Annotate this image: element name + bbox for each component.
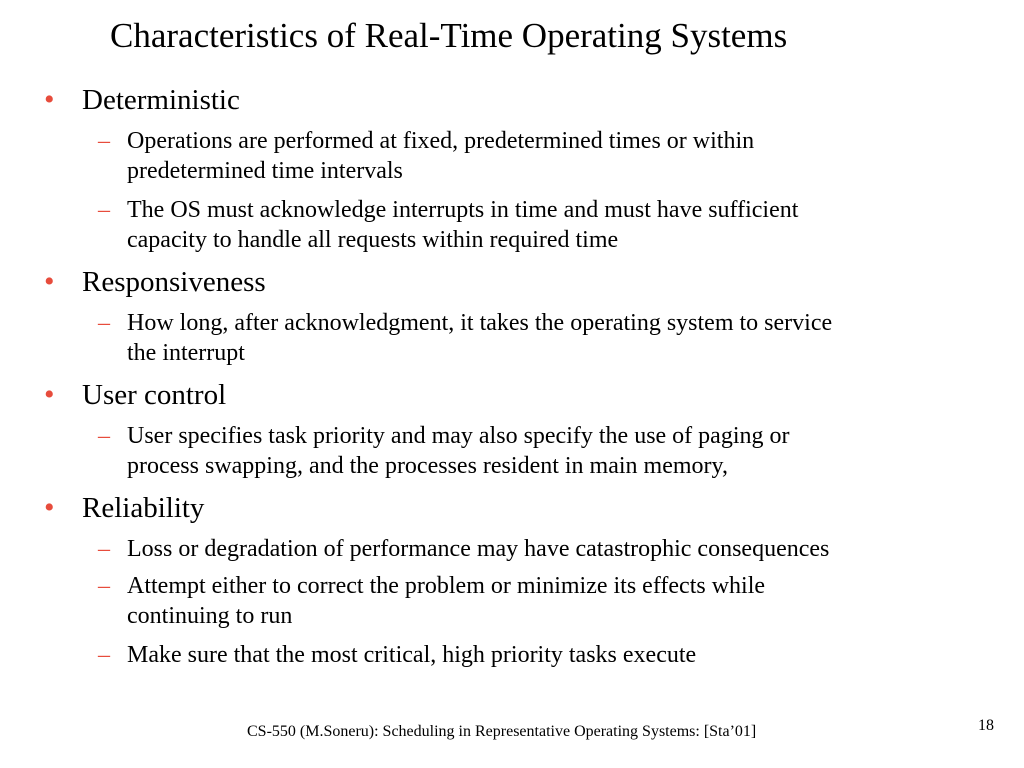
sub-item-text [127,195,987,255]
bullet-label: User control [82,379,227,411]
sub-item-text [127,534,987,564]
bullet-marker: • [44,378,55,411]
bullet-label: Responsiveness [82,266,266,298]
sub-item-line: Operations are performed at fixed, predetermined times or within [127,128,755,154]
sub-item-line: continuing to run [127,603,293,629]
sub-marker: – [98,536,110,562]
sub-item-line: capacity to handle all requests within required time [127,227,619,253]
sub-item-text [127,571,987,631]
sub-item-line: User specifies task priority and may also specify the use of paging or [127,423,790,449]
sub-item-line: Make sure that the most critical, high priority tasks execute [127,642,697,668]
sub-marker: – [98,310,110,336]
bullet-marker: • [44,83,55,116]
sub-item-line: Attempt either to correct the problem or minimize its effects while [127,573,766,599]
bullet-label: Reliability [82,492,205,524]
sub-item-text [127,421,987,481]
sub-item-line: Loss or degradation of performance may have catastrophic consequences [127,536,830,562]
sub-item-text [127,308,987,368]
slide-title: Characteristics of Real-Time Operating Systems [110,16,788,55]
bullet-marker: • [44,491,55,524]
sub-marker: – [98,128,110,154]
sub-marker: – [98,642,110,668]
sub-marker: – [98,573,110,599]
sub-item-line: How long, after acknowledgment, it takes the operating system to service [127,310,833,336]
sub-marker: – [98,423,110,449]
sub-item-line: predetermined time intervals [127,158,403,184]
sub-item-text [127,640,987,670]
sub-item-text [127,126,987,186]
sub-item-line: the interrupt [127,340,245,366]
sub-item-line: The OS must acknowledge interrupts in time and must have sufficient [127,197,799,223]
page-number: 18 [978,717,994,734]
bullet-marker: • [44,265,55,298]
slide-footer: CS-550 (M.Soneru): Scheduling in Representative Operating Systems: [Sta’01] [247,723,757,740]
sub-item-line: process swapping, and the processes resident in main memory, [127,453,728,479]
sub-marker: – [98,197,110,223]
bullet-label: Deterministic [82,84,240,116]
